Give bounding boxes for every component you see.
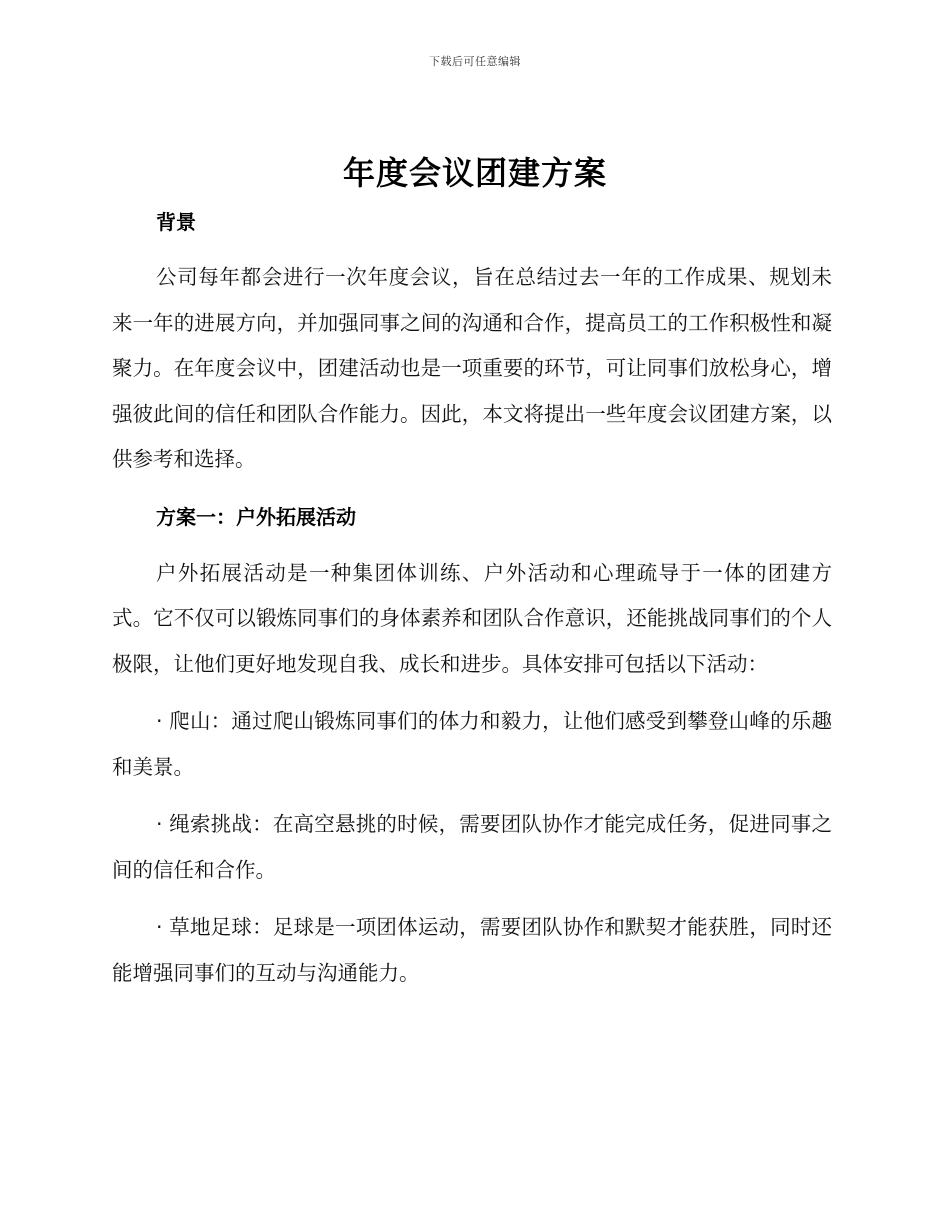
section-heading-background: 背景 [156, 210, 196, 234]
document-title: 年度会议团建方案 [342, 154, 607, 192]
plan-one-paragraph: 户外拓展活动是一种集团体训练、户外活动和心理疏导于一体的团建方式。它不仅可以锻炼同事们的身体素养和团队合作意识，还能挑战同事们的个人极限，让他们更好地发现自我、成长和进步。具体安排可包括以下活动： [112, 560, 832, 676]
list-item-lawn-football: · 草地足球：足球是一项团体运动，需要团队协作和默契才能获胜，同时还能增强同事们的互动与沟通能力。 [112, 915, 832, 985]
background-paragraph: 公司每年都会进行一次年度会议，旨在总结过去一年的工作成果、规划未来一年的进展方向，并加强同事之间的沟通和合作，提高员工的工作积极性和凝聚力。在年度会议中，团建活动也是一项重要的环节，可让同事们放松身心，增强彼此间的信任和团队合作能力。因此，本文将提出一些年度会议团建方案，以供参考和选择。 [112, 265, 832, 471]
list-item-rope-challenge: · 绳索挑战：在高空悬挑的时候，需要团队协作才能完成任务，促进同事之间的信任和合作。 [112, 812, 832, 882]
section-heading-plan-one: 方案一：户外拓展活动 [156, 504, 356, 529]
list-item-climbing: · 爬山：通过爬山锻炼同事们的体力和毅力，让他们感受到攀登山峰的乐趣和美景。 [112, 709, 832, 779]
document-body [112, 200, 832, 996]
header-note: 下载后可任意编辑 [429, 55, 521, 68]
